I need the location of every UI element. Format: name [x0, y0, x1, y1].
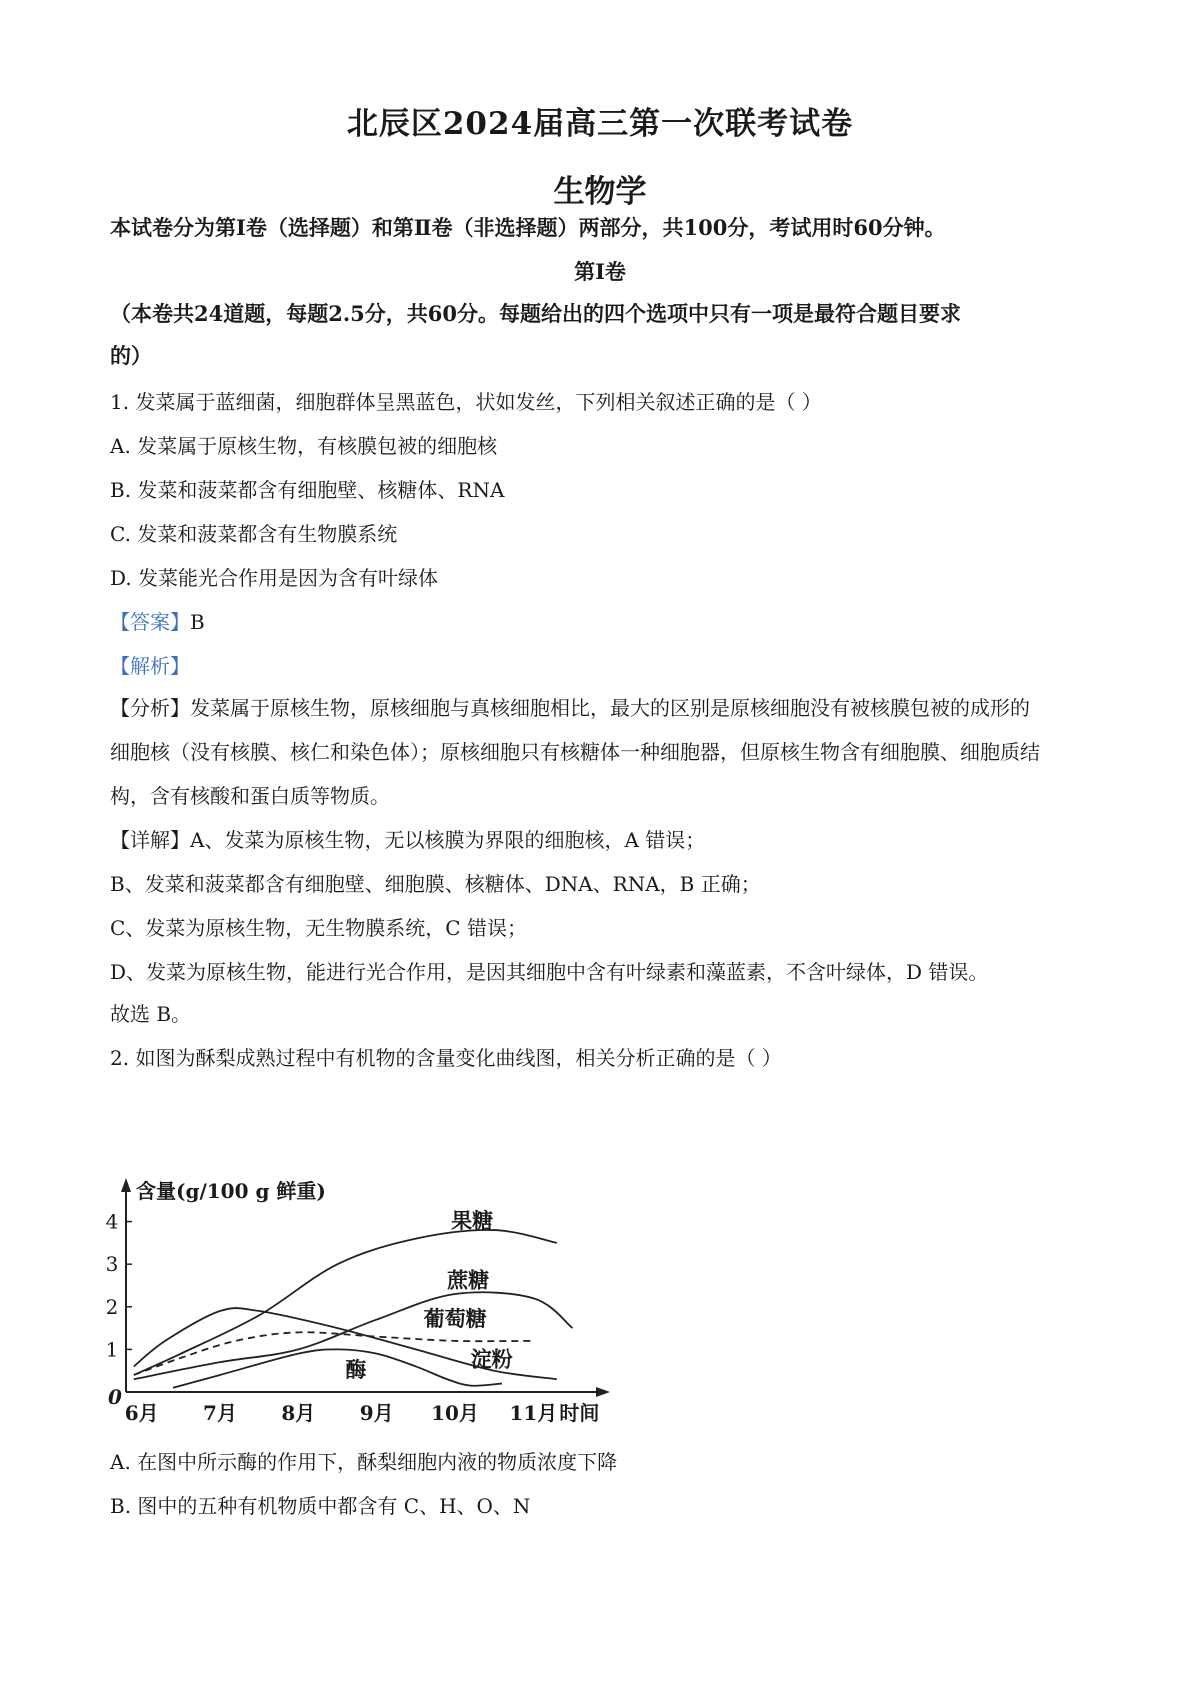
y-tick-label: 1 — [105, 1337, 119, 1362]
y-axis-arrow — [121, 1178, 131, 1192]
x-tick-label: 7月 — [203, 1401, 237, 1425]
series-line-4 — [173, 1349, 502, 1387]
x-tick-label: 10月 — [431, 1401, 479, 1425]
x-axis-arrow — [596, 1387, 610, 1397]
instructions-line-1: （本卷共24道题，每题2.5分，共60分。每题给出的四个选项中只有一项是最符合题目要求 — [110, 301, 961, 326]
y-tick-label: 3 — [105, 1252, 119, 1277]
analysis-label: 【解析】 — [110, 654, 190, 678]
x-tick-label: 6月 — [124, 1401, 159, 1425]
xiangjie-line-b: B、发菜和菠菜都含有细胞壁、细胞膜、核糖体、DNA、RNA，B 正确； — [110, 872, 761, 896]
part-heading: 第Ⅰ卷 — [574, 259, 626, 284]
fenxi-line-1 — [110, 692, 1030, 721]
xiangjie-line-c: C、发菜为原核生物，无生物膜系统，C 错误； — [110, 916, 527, 940]
q1-conclusion: 故选 B。 — [110, 1002, 192, 1026]
x-axis-label: 时间 — [559, 1401, 600, 1425]
origin-label: 0 — [108, 1385, 122, 1409]
q1-option-d: D. 发菜能光合作用是因为含有叶绿体 — [110, 566, 439, 590]
q1-option-a: A. 发菜属于原核生物，有核膜包被的细胞核 — [110, 434, 498, 458]
series-label-2: 葡萄糖 — [423, 1305, 487, 1331]
y-tick-label: 2 — [105, 1294, 119, 1319]
series-label-3: 淀粉 — [470, 1346, 513, 1372]
q2-option-b: B. 图中的五种有机物质中都含有 C、H、O、N — [110, 1494, 531, 1518]
series-label-1: 蔗糖 — [447, 1267, 490, 1293]
answer-value: B — [190, 610, 205, 634]
q2-stem: 2. 如图为酥梨成熟过程中有机物的含量变化曲线图，相关分析正确的是（ ） — [110, 1046, 782, 1070]
q1-stem: 1. 发菜属于蓝细菌，细胞群体呈黑蓝色，状如发丝，下列相关叙述正确的是（ ） — [110, 390, 822, 414]
series-label-4: 酶 — [345, 1357, 367, 1383]
y-tick-label: 4 — [105, 1209, 119, 1234]
x-tick-label: 9月 — [359, 1401, 394, 1425]
exam-intro: 本试卷分为第Ⅰ卷（选择题）和第Ⅱ卷（非选择题）两部分，共100分，考试用时60分钟。 — [110, 215, 946, 240]
xiangjie-line-a — [110, 824, 705, 853]
fenxi-line-3: 构，含有核酸和蛋白质等物质。 — [110, 784, 390, 808]
q2-option-a: A. 在图中所示酶的作用下，酥梨细胞内液的物质浓度下降 — [110, 1450, 618, 1474]
content-chart — [105, 1170, 668, 1428]
xiangjie-label: 【详解】 — [110, 828, 190, 852]
q1-answer — [110, 606, 205, 635]
xiangjie-line-d: D、发菜为原核生物，能进行光合作用，是因其细胞中含有叶绿素和藻蓝素，不含叶绿体，D 错误。 — [110, 960, 989, 984]
y-axis-label: 含量(g/100 g 鲜重) — [136, 1179, 326, 1203]
xiangjie-text-a: A、发菜为原核生物，无以核膜为界限的细胞核，A 错误； — [190, 828, 706, 852]
q1-option-b: B. 发菜和菠菜都含有细胞壁、核糖体、RNA — [110, 478, 505, 502]
fenxi-text-1: 发菜属于原核生物，原核细胞与真核细胞相比，最大的区别是原核细胞没有被核膜包被的成形的 — [190, 696, 1030, 720]
fenxi-line-2: 细胞核（没有核膜、核仁和染色体）；原核细胞只有核糖体一种细胞器，但原核生物含有细胞膜、细胞质结 — [110, 740, 1040, 764]
answer-label: 【答案】 — [110, 610, 190, 634]
q1-option-c: C. 发菜和菠菜都含有生物膜系统 — [110, 522, 398, 546]
exam-title: 北辰区2024届高三第一次联考试卷 — [346, 106, 854, 142]
fenxi-label: 【分析】 — [110, 696, 190, 720]
x-tick-label: 11月 — [509, 1401, 558, 1425]
subject-title: 生物学 — [553, 174, 647, 210]
instructions-line-2: 的） — [110, 343, 152, 368]
x-tick-label: 8月 — [281, 1401, 316, 1425]
series-label-0: 果糖 — [451, 1207, 494, 1233]
